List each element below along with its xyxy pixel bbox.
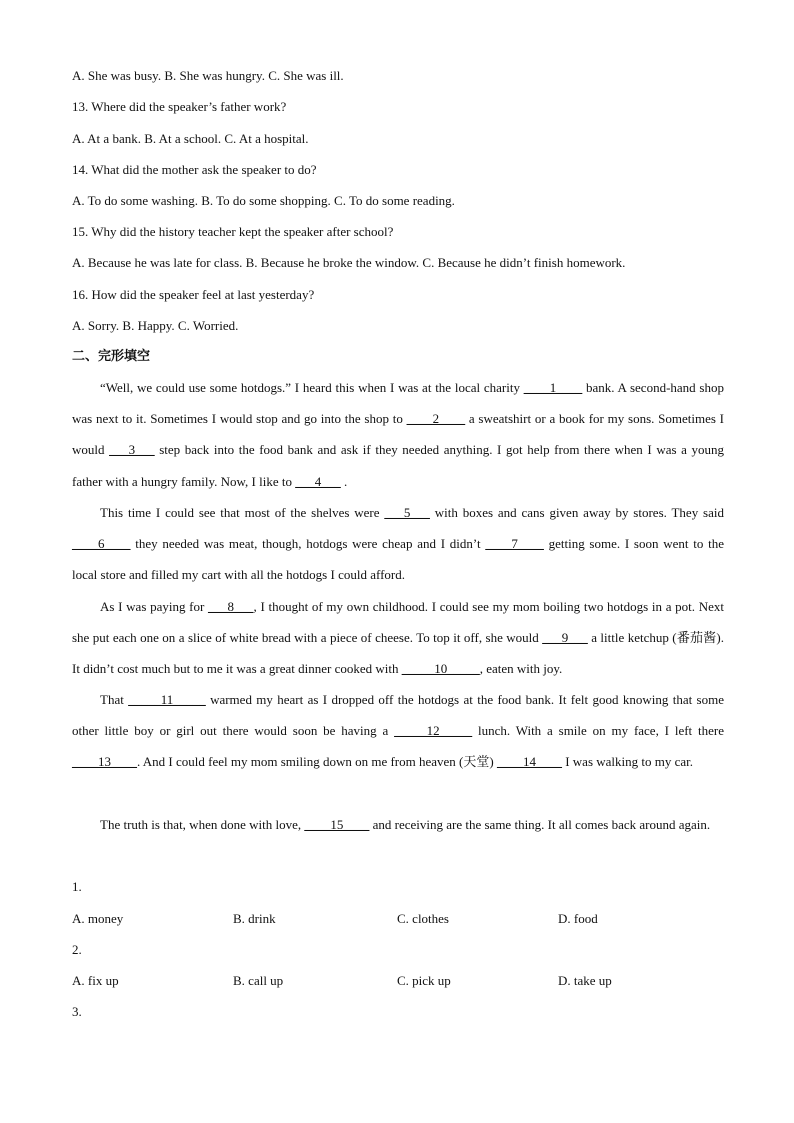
blank-13: ____13____ [72,754,137,770]
blank-15: ____15____ [304,817,370,832]
option-c[interactable]: C. pick up [397,973,451,988]
question-number: 3. [72,1004,82,1019]
blank-2: ____2____ [406,411,466,427]
blank-5: ___5___ [384,505,430,520]
blank-4: ___4___ [295,473,341,489]
blank-3: ___3___ [109,442,155,458]
blank-6: ____6____ [72,536,131,552]
blank-1: ____1____ [523,380,583,395]
option-d[interactable]: D. food [558,911,598,926]
q14-question: 14. What did the mother ask the speaker to do? [72,162,317,177]
question-number: 2. [72,942,82,957]
passage-paragraph-3: As I was paying for ___8___, I thought of my own childhood. I could see my mom boiling two hotdogs in a pot. Next she put each one on a slice of white bread with a piece of cheese. To top it off, she would ___9___ a little ketchup (番茄酱). It didn’t cost much but to me it was a great dinner cooked with _____10_____, eaten with joy. [72,599,724,677]
q14-options: A. To do some washing. B. To do some shopping. C. To do some reading. [72,193,455,208]
blank-12: _____12_____ [394,723,473,739]
blank-10: _____10_____ [401,661,480,677]
q12-options: A. She was busy. B. She was hungry. C. She was ill. [72,68,344,83]
passage-paragraph-2: This time I could see that most of the shelves were ___5___ with boxes and cans given away by stores. They said ____6____ they needed was meat, though, hotdogs were cheap and I didn’t ____7____ getting some. I soon went to the local store and filled my cart with all the hotdogs I could afford. [72,505,724,583]
passage-paragraph-1: “Well, we could use some hotdogs.” I heard this when I was at the local charity ____1____ bank. A second-hand shop was next to it. Sometimes I would stop and go into the shop to ____2____ a sweatshirt or a book for my sons. Sometimes I would ___3___ step back into the food bank and ask if they needed anything. I got help from there when I was a young father with a hungry family. Now, I like to ___4___ . [72,380,725,489]
option-a[interactable]: A. fix up [72,973,119,988]
passage-paragraph-5: The truth is that, when done with love, ____15____ and receiving are the same thing. It all comes back around again. [100,817,711,832]
option-d[interactable]: D. take up [558,973,612,988]
q16-options: A. Sorry. B. Happy. C. Worried. [72,318,239,333]
option-b[interactable]: B. drink [233,911,276,926]
option-c[interactable]: C. clothes [397,911,449,926]
section-title: 二、完形填空 [72,349,151,364]
q15-question: 15. Why did the history teacher kept the speaker after school? [72,224,394,239]
q13-question: 13. Where did the speaker’s father work? [72,99,287,114]
blank-8: ___8___ [208,599,254,614]
q16-question: 16. How did the speaker feel at last yesterday? [72,287,315,302]
q15-options: A. Because he was late for class. B. Because he broke the window. C. Because he didn’t finish homework. [72,255,626,270]
q13-options: A. At a bank. B. At a school. C. At a hospital. [72,131,309,146]
option-b[interactable]: B. call up [233,973,284,988]
blank-11: _____11_____ [128,692,206,707]
option-a[interactable]: A. money [72,911,124,926]
blank-7: ____7____ [485,536,544,552]
blank-9: ___9___ [542,630,588,646]
question-number: 1. [72,879,82,894]
blank-14: ____14____ [496,754,562,770]
passage-paragraph-4: That _____11_____ warmed my heart as I dropped off the hotdogs at the food bank. It felt good knowing that some other little boy or girl out there would soon be having a _____12_____ lunch. With a smile on my face, I left there ____13____. And I could feel my mom smiling down on me from heaven (天堂) ____14____ I was walking to my car. [72,692,724,770]
